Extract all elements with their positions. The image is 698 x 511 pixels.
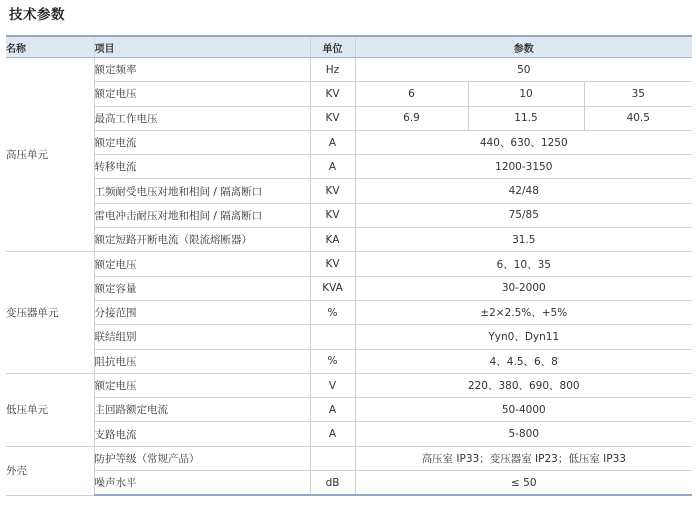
item-cell: 额定短路开断电流（限流熔断器） bbox=[94, 228, 310, 252]
item-cell: 额定频率 bbox=[94, 58, 310, 82]
item-cell: 额定电压 bbox=[94, 82, 310, 106]
unit-cell: A bbox=[310, 398, 355, 422]
table-row bbox=[6, 179, 692, 203]
item-cell: 支路电流 bbox=[94, 422, 310, 446]
table-row bbox=[6, 130, 692, 154]
group-name-cell: 高压单元 bbox=[6, 58, 94, 252]
unit-cell: dB bbox=[310, 471, 355, 496]
table-row bbox=[6, 276, 692, 300]
item-cell: 最高工作电压 bbox=[94, 106, 310, 130]
table-row bbox=[6, 300, 692, 324]
param-value-cell: 10 bbox=[468, 82, 584, 106]
param-value-cell: 40.5 bbox=[584, 106, 692, 130]
table-row bbox=[6, 203, 692, 227]
item-cell: 额定电流 bbox=[94, 130, 310, 154]
unit-cell: KVA bbox=[310, 276, 355, 300]
item-cell: 联结组别 bbox=[94, 325, 310, 349]
table-row bbox=[6, 471, 692, 496]
param-value-cell: 220、380、690、800 bbox=[355, 373, 692, 397]
header-name: 名称 bbox=[6, 36, 94, 58]
unit-cell: KA bbox=[310, 228, 355, 252]
param-value-cell: 50-4000 bbox=[355, 398, 692, 422]
table-row bbox=[6, 106, 692, 130]
item-cell: 防护等级（常规产品） bbox=[94, 446, 310, 470]
item-cell: 额定容量 bbox=[94, 276, 310, 300]
header-param: 参数 bbox=[355, 36, 692, 58]
table-row bbox=[6, 58, 692, 82]
header-item: 项目 bbox=[94, 36, 310, 58]
unit-cell: % bbox=[310, 300, 355, 324]
unit-cell: A bbox=[310, 130, 355, 154]
item-cell: 主回路额定电流 bbox=[94, 398, 310, 422]
param-value-cell: 11.5 bbox=[468, 106, 584, 130]
unit-cell: KV bbox=[310, 203, 355, 227]
table-row bbox=[6, 446, 692, 470]
param-value-cell: ±2×2.5%、+5% bbox=[355, 300, 692, 324]
unit-cell: V bbox=[310, 373, 355, 397]
param-value-cell: 31.5 bbox=[355, 228, 692, 252]
unit-cell: A bbox=[310, 155, 355, 179]
param-value-cell: 440、630、1250 bbox=[355, 130, 692, 154]
table-row bbox=[6, 252, 692, 276]
table-row bbox=[6, 155, 692, 179]
table-row bbox=[6, 373, 692, 397]
header-unit: 单位 bbox=[310, 36, 355, 58]
unit-cell: A bbox=[310, 422, 355, 446]
table-header-row bbox=[6, 36, 692, 58]
unit-cell bbox=[310, 446, 355, 470]
item-cell: 额定电压 bbox=[94, 252, 310, 276]
table-row bbox=[6, 325, 692, 349]
param-value-cell: 4、4.5、6、8 bbox=[355, 349, 692, 373]
param-value-cell: 高压室 IP33；变压器室 IP23；低压室 IP33 bbox=[355, 446, 692, 470]
param-value-cell: 75/85 bbox=[355, 203, 692, 227]
param-value-cell: 1200-3150 bbox=[355, 155, 692, 179]
spec-table bbox=[6, 35, 692, 496]
param-value-cell: Yyn0、Dyn11 bbox=[355, 325, 692, 349]
item-cell: 分接范围 bbox=[94, 300, 310, 324]
page-title: 技术参数 bbox=[9, 7, 65, 23]
unit-cell bbox=[310, 325, 355, 349]
table-row bbox=[6, 422, 692, 446]
table-row bbox=[6, 398, 692, 422]
param-value-cell: 6、10、35 bbox=[355, 252, 692, 276]
param-value-cell: 42/48 bbox=[355, 179, 692, 203]
item-cell: 转移电流 bbox=[94, 155, 310, 179]
unit-cell: KV bbox=[310, 252, 355, 276]
item-cell: 噪声水平 bbox=[94, 471, 310, 496]
table-row bbox=[6, 349, 692, 373]
param-value-cell: 5-800 bbox=[355, 422, 692, 446]
param-value-cell: ≤ 50 bbox=[355, 471, 692, 496]
table-row bbox=[6, 228, 692, 252]
item-cell: 工频耐受电压对地和相间 / 隔离断口 bbox=[94, 179, 310, 203]
unit-cell: KV bbox=[310, 82, 355, 106]
unit-cell: KV bbox=[310, 179, 355, 203]
param-value-cell: 30-2000 bbox=[355, 276, 692, 300]
unit-cell: % bbox=[310, 349, 355, 373]
item-cell: 雷电冲击耐压对地和相间 / 隔离断口 bbox=[94, 203, 310, 227]
item-cell: 额定电压 bbox=[94, 373, 310, 397]
table-body bbox=[6, 58, 692, 496]
unit-cell: Hz bbox=[310, 58, 355, 82]
group-name-cell: 外壳 bbox=[6, 446, 94, 495]
param-value-cell: 6.9 bbox=[355, 106, 468, 130]
param-value-cell: 6 bbox=[355, 82, 468, 106]
unit-cell: KV bbox=[310, 106, 355, 130]
group-name-cell: 低压单元 bbox=[6, 373, 94, 446]
param-value-cell: 50 bbox=[355, 58, 692, 82]
group-name-cell: 变压器单元 bbox=[6, 252, 94, 373]
item-cell: 阻抗电压 bbox=[94, 349, 310, 373]
param-value-cell: 35 bbox=[584, 82, 692, 106]
table-row bbox=[6, 82, 692, 106]
